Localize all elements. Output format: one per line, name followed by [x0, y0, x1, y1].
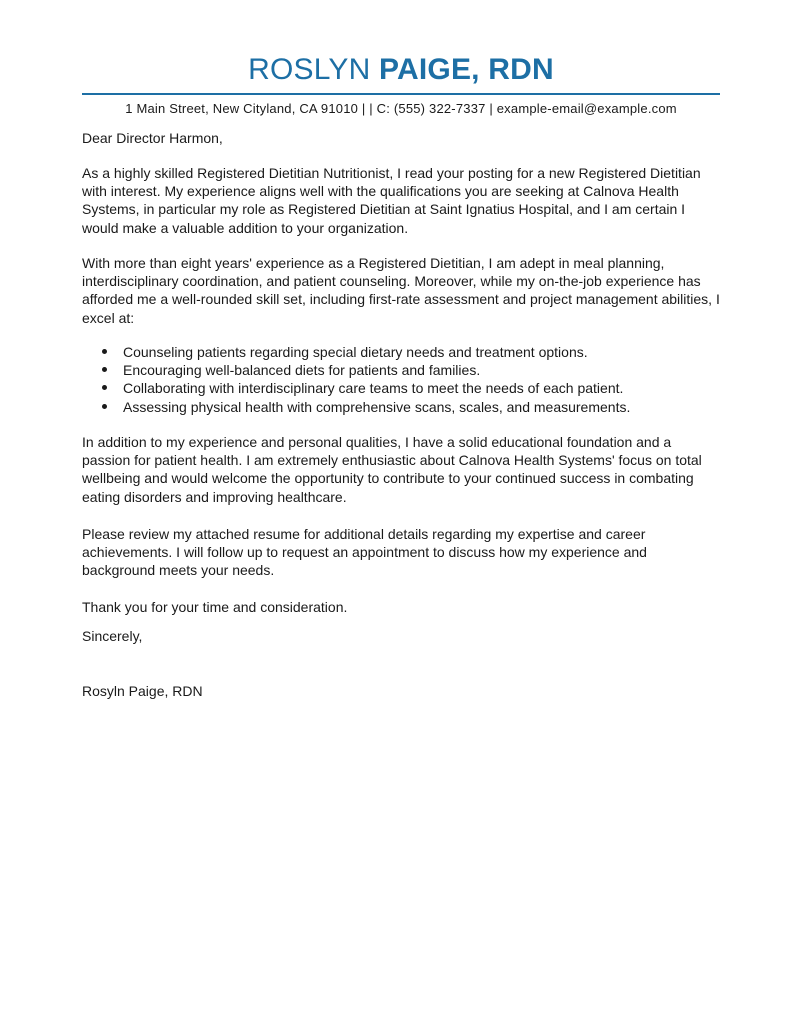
applicant-name — [82, 52, 720, 88]
signature-name: Rosyln Paige, RDN — [82, 683, 203, 699]
bullet-icon — [102, 385, 107, 390]
bullet-icon — [102, 404, 107, 409]
list-item — [82, 379, 722, 397]
list-item — [82, 343, 722, 361]
paragraph-intro: As a highly skilled Registered Dietitian Nutritionist, I read your posting for a new Registered Dietitian with interest. My experience aligns well with the qualifications you are seeking at Calnova Health Systems, in particular my role as Registered Dietitian at Saint Ignatius Hospital, and I am certain I would make a valuable addition to your organization. — [82, 165, 701, 236]
skills-list — [82, 343, 722, 416]
contact-line: 1 Main Street, New Cityland, CA 91010 | | C: (555) 322-7337 | example-email@example.com — [125, 101, 677, 116]
list-item-text: Counseling patients regarding special dietary needs and treatment options. — [123, 344, 588, 360]
list-item — [82, 398, 722, 416]
bullet-icon — [102, 367, 107, 372]
paragraph-education: In addition to my experience and personal qualities, I have a solid educational foundation and a passion for patient health. I am extremely enthusiastic about Calnova Health Systems' focus on total wellbeing and would welcome the opportunity to contribute to your continued success in combating eating disorders and improving healthcare. — [82, 434, 702, 505]
closing: Sincerely, — [82, 628, 143, 644]
header-divider — [82, 93, 720, 95]
bullet-icon — [102, 349, 107, 354]
applicant-first-name: ROSLYN — [248, 53, 380, 86]
salutation: Dear Director Harmon, — [82, 130, 223, 146]
paragraph-experience: With more than eight years' experience as a Registered Dietitian, I am adept in meal planning, interdisciplinary coordination, and patient counseling. Moreover, while my on-the-job experience has afforded me a well-rounded skill set, including first-rate assessment and project management abilities, I excel at: — [82, 255, 720, 326]
list-item-text: Encouraging well-balanced diets for patients and families. — [123, 362, 481, 379]
paragraph-thanks: Thank you for your time and consideration. — [82, 599, 348, 615]
list-item — [82, 361, 722, 379]
list-item-text: Assessing physical health with comprehensive scans, scales, and measurements. — [123, 398, 631, 415]
list-item-text: Collaborating with interdisciplinary care teams to meet the needs of each patient. — [123, 380, 624, 397]
paragraph-follow-up: Please review my attached resume for additional details regarding my expertise and career achievements. I will follow up to request an appointment to discuss how my experience and background meets your needs. — [82, 526, 647, 579]
applicant-last-name-credential: PAIGE, RDN — [379, 53, 554, 86]
